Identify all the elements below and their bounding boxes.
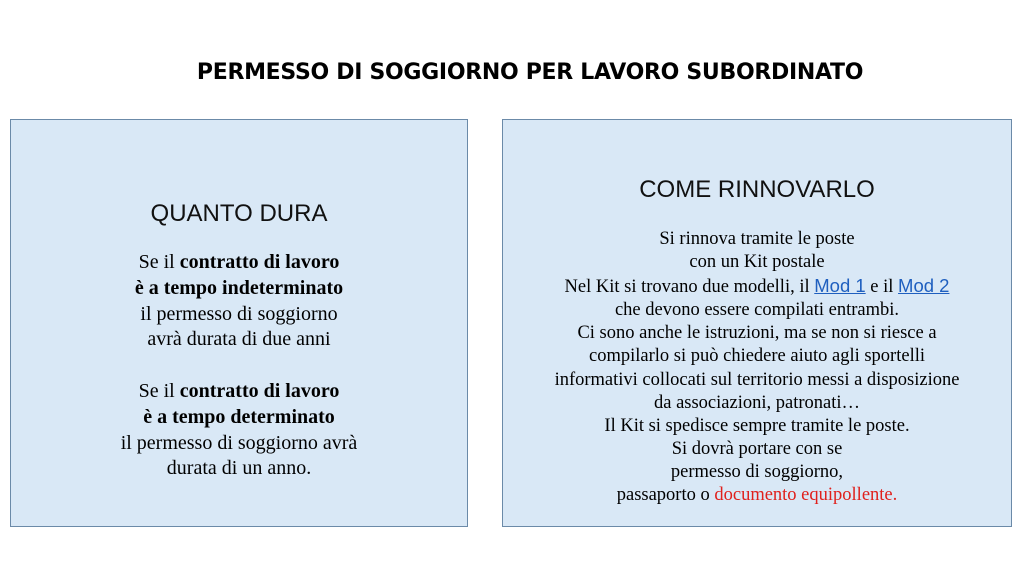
duration-body (11, 250, 467, 482)
renewal-line: Ci sono anche le istruzioni, ma se non si riesce a (577, 323, 937, 344)
renewal-line: Si rinnova tramite le poste (659, 229, 855, 249)
renewal-heading: COME RINNOVARLO (639, 176, 875, 203)
mod-1-link[interactable]: Mod 1 (814, 275, 866, 297)
renewal-line: compilarlo si può chiedere aiuto agli sportelli (589, 346, 925, 367)
renewal-line: con un Kit postale (689, 252, 825, 273)
renewal-line: da associazioni, patronati… (653, 392, 860, 413)
equivalent-document-text: documento equipollente. (714, 485, 898, 506)
renewal-line: Si dovrà portare con se (671, 438, 843, 459)
duration-panel (10, 119, 468, 527)
page-title: PERMESSO DI SOGGIORNO PER LAVORO SUBORDINATO (196, 60, 864, 85)
duration-p1-line3: il permesso di soggiorno (140, 302, 338, 325)
renewal-line: Il Kit si spedisce sempre tramite le poste. (604, 415, 910, 436)
duration-p2-line1: Se il contratto di lavoro (138, 379, 340, 402)
duration-p2-line2: è a tempo determinato (143, 405, 335, 428)
mod-2-link[interactable]: Mod 2 (898, 275, 950, 297)
duration-p1-line1: Se il contratto di lavoro (138, 251, 340, 273)
renewal-documents-line: passaporto o documento equipollente. (616, 485, 898, 506)
renewal-line: che devono essere compilati entrambi. (614, 300, 900, 321)
duration-p1-line2: è a tempo indeterminato (134, 276, 344, 299)
renewal-body (503, 228, 1011, 507)
duration-p2-line4: durata di un anno. (166, 457, 312, 480)
duration-p2-line3: il permesso di soggiorno avrà (120, 431, 358, 454)
renewal-panel (502, 119, 1012, 527)
duration-p1-line4: avrà durata di due anni (147, 328, 331, 351)
renewal-models-line: Nel Kit si trovano due modelli, il Mod 1 e il Mod 2 (564, 275, 950, 298)
renewal-line: permesso di soggiorno, (670, 461, 844, 482)
paragraph-spacer (11, 353, 467, 379)
duration-heading: QUANTO DURA (150, 200, 328, 227)
renewal-line: informativi collocati sul territorio messi a disposizione (554, 369, 960, 390)
